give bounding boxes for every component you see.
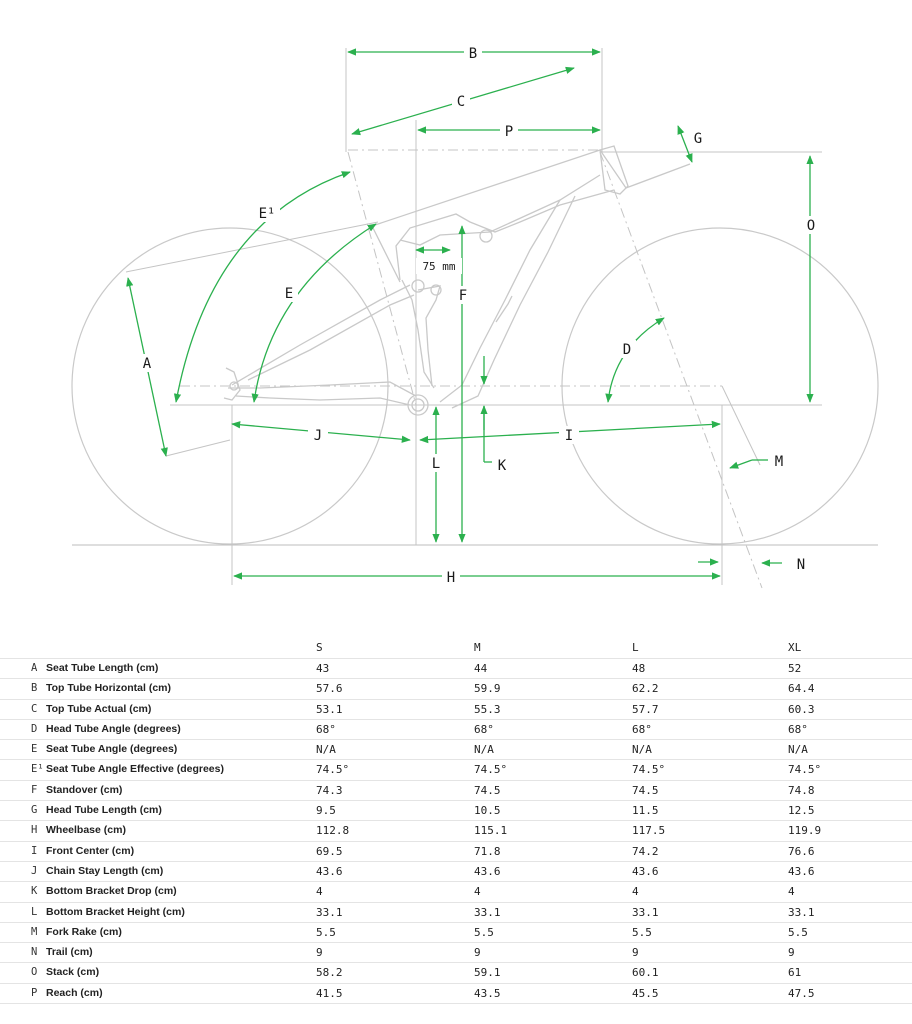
row-value: 52 <box>788 662 802 675</box>
row-value: 43.6 <box>632 864 659 878</box>
row-value: 33.1 <box>788 905 815 919</box>
row-value: 9 <box>316 946 323 960</box>
row-value: 112.8 <box>316 824 350 838</box>
row-value: 55.3 <box>474 702 501 716</box>
row-value: 74.8 <box>788 783 815 797</box>
label-L: L <box>431 456 441 472</box>
table-row <box>0 740 912 760</box>
row-value: 117.5 <box>632 824 666 838</box>
row-name: Fork Rake (cm) <box>46 925 122 938</box>
row-value: 68° <box>316 722 336 736</box>
label-K: K <box>497 458 507 474</box>
row-value: 10.5 <box>474 804 501 818</box>
row-letter: D <box>31 722 38 735</box>
row-value: 33.1 <box>316 905 343 919</box>
row-letter: C <box>31 702 38 715</box>
row-value: N/A <box>788 743 808 757</box>
row-value: 74.5° <box>474 763 508 777</box>
table-row <box>0 903 912 923</box>
row-value: 43 <box>316 662 330 675</box>
row-value: 5.5 <box>632 925 652 939</box>
row-value: 74.5° <box>316 763 350 777</box>
size-header-m: M <box>474 641 481 654</box>
row-value: 62.2 <box>632 682 659 696</box>
offset-note: 75 mm <box>422 260 456 273</box>
row-value: 41.5 <box>316 986 343 1000</box>
row-value: 9 <box>632 946 639 960</box>
row-letter: E <box>31 743 38 756</box>
guide-lines <box>126 48 822 585</box>
row-value: 59.1 <box>474 966 501 980</box>
row-value: 64.4 <box>788 682 815 696</box>
row-value: 9 <box>474 946 481 960</box>
row-value: 60.3 <box>788 702 815 716</box>
geometry-table <box>0 638 912 1004</box>
table-row <box>0 821 912 841</box>
row-value: 47.5 <box>788 986 815 1000</box>
row-letter: A <box>31 662 38 674</box>
row-value: 59.9 <box>474 682 501 696</box>
row-value: 43.6 <box>788 864 815 878</box>
row-value: 76.6 <box>788 844 815 858</box>
row-value: 4 <box>788 885 795 899</box>
row-value: 5.5 <box>474 925 494 939</box>
row-value: 12.5 <box>788 804 815 818</box>
row-value: 115.1 <box>474 824 508 838</box>
row-value: 4 <box>474 885 481 899</box>
label-N: N <box>796 557 806 573</box>
row-value: N/A <box>316 743 336 757</box>
row-value: 5.5 <box>316 925 336 939</box>
row-value: 43.5 <box>474 986 501 1000</box>
table-row <box>0 760 912 780</box>
table-row <box>0 923 912 943</box>
label-E: E <box>284 286 294 302</box>
table-row <box>0 801 912 821</box>
label-E1: E¹ <box>258 206 276 222</box>
row-value: 74.3 <box>316 783 343 797</box>
row-value: 4 <box>632 885 639 899</box>
table-row <box>0 882 912 902</box>
row-value: 4 <box>316 885 323 899</box>
table-row <box>0 963 912 983</box>
label-B: B <box>468 46 478 62</box>
label-C: C <box>456 94 466 110</box>
row-letter: I <box>31 844 38 857</box>
label-H: H <box>446 570 456 586</box>
dimension-lines <box>128 52 810 576</box>
table-row <box>0 984 912 1004</box>
row-name: Head Tube Angle (degrees) <box>46 722 181 735</box>
row-value: 44 <box>474 662 488 675</box>
row-value: N/A <box>474 743 494 757</box>
row-letter: M <box>31 925 38 938</box>
row-value: 9 <box>788 946 795 960</box>
row-name: Seat Tube Angle Effective (degrees) <box>46 763 224 776</box>
row-name: Reach (cm) <box>46 986 103 999</box>
row-letter: B <box>31 682 38 695</box>
row-letter: O <box>31 966 38 979</box>
bike-frame <box>224 146 690 415</box>
label-I: I <box>564 428 574 444</box>
row-value: 57.6 <box>316 682 343 696</box>
row-value: 74.5 <box>632 783 659 797</box>
row-value: 68° <box>474 722 494 736</box>
row-name: Chain Stay Length (cm) <box>46 864 164 877</box>
label-J: J <box>313 428 323 444</box>
row-value: 71.8 <box>474 844 501 858</box>
table-row <box>0 943 912 963</box>
row-letter: J <box>31 864 38 877</box>
row-letter: N <box>31 946 38 959</box>
row-value: 60.1 <box>632 966 659 980</box>
row-letter: E¹ <box>31 763 44 776</box>
label-M: M <box>774 454 784 470</box>
row-value: 43.6 <box>474 864 501 878</box>
label-F: F <box>458 288 468 304</box>
label-A: A <box>142 356 152 372</box>
row-name: Head Tube Length (cm) <box>46 804 162 817</box>
table-row <box>0 842 912 862</box>
row-value: 68° <box>788 722 808 736</box>
row-value: 69.5 <box>316 844 343 858</box>
row-value: 61 <box>788 966 802 980</box>
row-name: Standover (cm) <box>46 783 123 796</box>
row-value: 68° <box>632 722 652 736</box>
row-value: 48 <box>632 662 646 675</box>
row-value: 57.7 <box>632 702 659 716</box>
size-header-s: S <box>316 641 323 654</box>
table-row <box>0 720 912 740</box>
row-name: Seat Tube Angle (degrees) <box>46 743 178 756</box>
row-name: Bottom Bracket Drop (cm) <box>46 885 177 898</box>
row-letter: L <box>31 905 38 918</box>
row-name: Top Tube Horizontal (cm) <box>46 682 172 695</box>
row-value: 74.5 <box>474 783 501 797</box>
size-header-xl: XL <box>788 641 802 654</box>
row-value: 74.5° <box>632 763 666 777</box>
row-value: 11.5 <box>632 804 659 818</box>
row-value: 74.5° <box>788 763 822 777</box>
label-O: O <box>806 218 816 234</box>
row-letter: K <box>31 885 38 898</box>
row-value: 33.1 <box>474 905 501 919</box>
label-G: G <box>693 131 703 147</box>
row-letter: P <box>31 986 38 999</box>
row-letter: H <box>31 824 38 837</box>
row-letter: G <box>31 804 38 817</box>
row-value: 9.5 <box>316 804 336 818</box>
row-value: 58.2 <box>316 966 343 980</box>
row-name: Trail (cm) <box>46 946 93 959</box>
table-header-row <box>0 638 912 659</box>
row-value: 33.1 <box>632 905 659 919</box>
row-name: Stack (cm) <box>46 966 100 979</box>
table-row <box>0 700 912 720</box>
row-value: 53.1 <box>316 702 343 716</box>
row-name: Wheelbase (cm) <box>46 824 126 837</box>
table-row <box>0 659 912 679</box>
row-value: 45.5 <box>632 986 659 1000</box>
row-value: N/A <box>632 743 652 757</box>
row-name: Bottom Bracket Height (cm) <box>46 905 185 918</box>
row-letter: F <box>31 783 38 796</box>
label-P: P <box>504 124 514 140</box>
label-D: D <box>622 342 632 358</box>
row-value: 119.9 <box>788 824 822 838</box>
table-row <box>0 781 912 801</box>
table-row <box>0 679 912 699</box>
dimension-labels <box>138 44 820 586</box>
row-value: 5.5 <box>788 925 808 939</box>
row-name: Top Tube Actual (cm) <box>46 702 152 715</box>
size-header-l: L <box>632 641 639 654</box>
row-value: 43.6 <box>316 864 343 878</box>
row-name: Front Center (cm) <box>46 844 135 857</box>
row-value: 74.2 <box>632 844 659 858</box>
table-row <box>0 862 912 882</box>
row-name: Seat Tube Length (cm) <box>46 662 159 674</box>
